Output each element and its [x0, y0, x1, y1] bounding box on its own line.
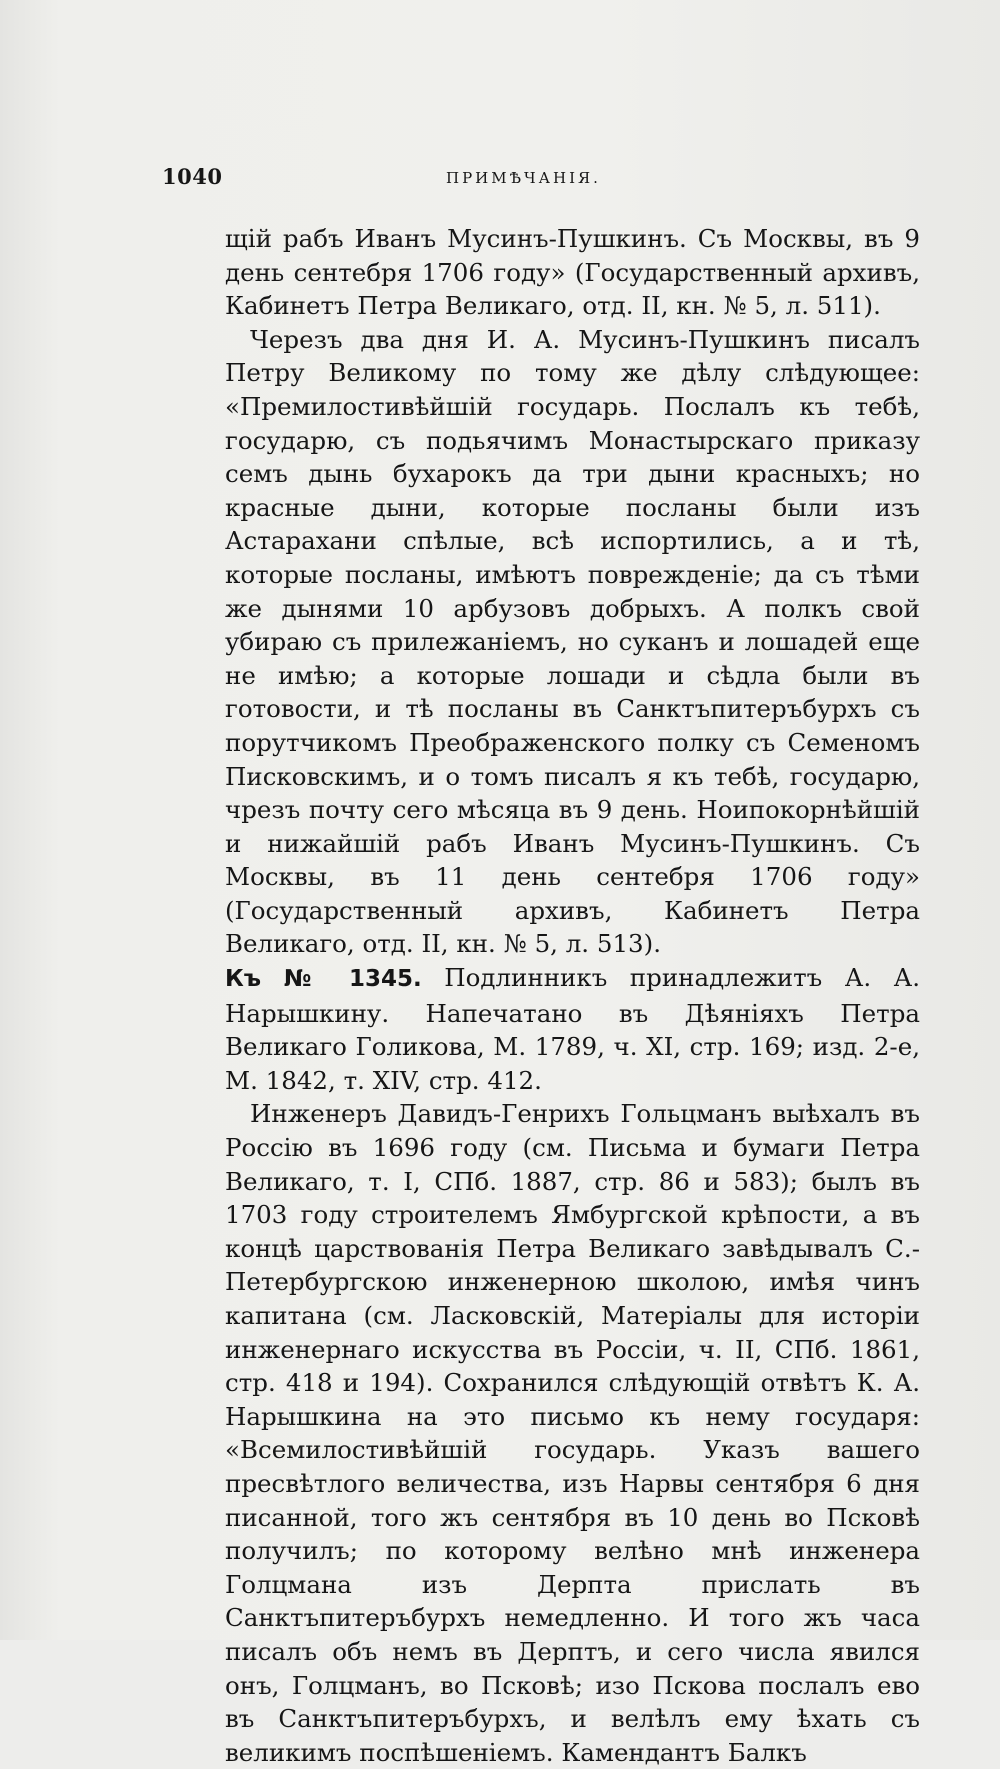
paragraph-continuation: щій рабъ Иванъ Мусинъ-Пушкинъ. Съ Москвы, въ 9 день сентебря 1706 году» (Государственный архивъ, Кабинетъ Петра Великаго, отд. II, кн. № 5, л. 511). [225, 224, 920, 321]
page-number: 1040 [162, 164, 223, 189]
body-text [225, 222, 920, 1769]
note-entry-1345 [225, 961, 920, 1097]
paragraph-goltsman: Инженеръ Давидъ-Генрихъ Гольцманъ выѣхалъ въ Россію въ 1696 году (см. Письма и бумаги Петра Великаго, т. I, СПб. 1887, стр. 86 и 583); былъ въ 1703 году строителемъ Ямбургской крѣпости, а въ концѣ царствованія Петра Великаго завѣдывалъ С.-Петербургскою инженерною школою, имѣя чинъ капитана (см. Ласковскій, Матеріалы для исторіи инженернаго искусства въ Россіи, ч. II, СПб. 1861, стр. 418 и 194). Сохранился слѣдующій отвѣтъ К. А. Нарышкина на это письмо къ нему государя: «Всемилостивѣйшій государь. Указъ вашего пресвѣтлого величества, изъ Нарвы сентября 6 дня писанной, того жъ сентября въ 10 день во Псковѣ получилъ; по которому велѣно мнѣ инженера Голцмана изъ Дерпта прислать въ Санктъпитеръбурхъ немедленно. И того жъ часа писалъ объ немъ въ Дерптъ, и сего числа явился онъ, Голцманъ, во Псковѣ; изо Пскова послалъ ево въ Санктъпитеръбурхъ, и велѣлъ ему ѣхать съ великимъ поспѣшеніемъ. Камендантъ Балкъ [225, 1099, 920, 1767]
entry-reference: Къ № 1345. [225, 966, 422, 993]
entry-text: Подлинникъ принадлежитъ А. А. Нарышкину. Напечатано въ Дѣяніяхъ Петра Великаго Голикова, М. 1789, ч. XI, стр. 169; изд. 2-е, М. 1842, т. XIV, стр. 412. [225, 963, 920, 1095]
paragraph-musin-pushkin-letter: Черезъ два дня И. А. Мусинъ-Пушкинъ писалъ Петру Великому по тому же дѣлу слѣдующее: «Премилостивѣйшій государь. Послалъ къ тебѣ, государю, съ подьячимъ Монастырскаго приказу семъ дынь бухарокъ да три дыни красныхъ; но красные дыни, которые посланы были изъ Астарахани спѣлые, всѣ испортились, а и тѣ, которые посланы, имѣютъ поврежденіе; да съ тѣми же дынями 10 арбузовъ добрыхъ. А полкъ свой убираю съ прилежаніемъ, но суканъ и лошадей еще не имѣю; а которые лошади и сѣдла были въ готовости, и тѣ посланы въ Санктъпитеръбурхъ съ порутчикомъ Преображенского полку съ Семеномъ Писковскимъ, и о томъ писалъ я къ тебѣ, государю, чрезъ почту сего мѣсяца въ 9 день. Ноипокорнѣйшій и нижайшій рабъ Иванъ Мусинъ-Пушкинъ. Съ Москвы, въ 11 день сентебря 1706 году» (Государственный архивъ, Кабинетъ Петра Великаго, отд. II, кн. № 5, л. 513). [225, 324, 920, 959]
page-header [162, 164, 922, 204]
running-title: ПРИМѢЧАНІЯ. [446, 169, 601, 187]
